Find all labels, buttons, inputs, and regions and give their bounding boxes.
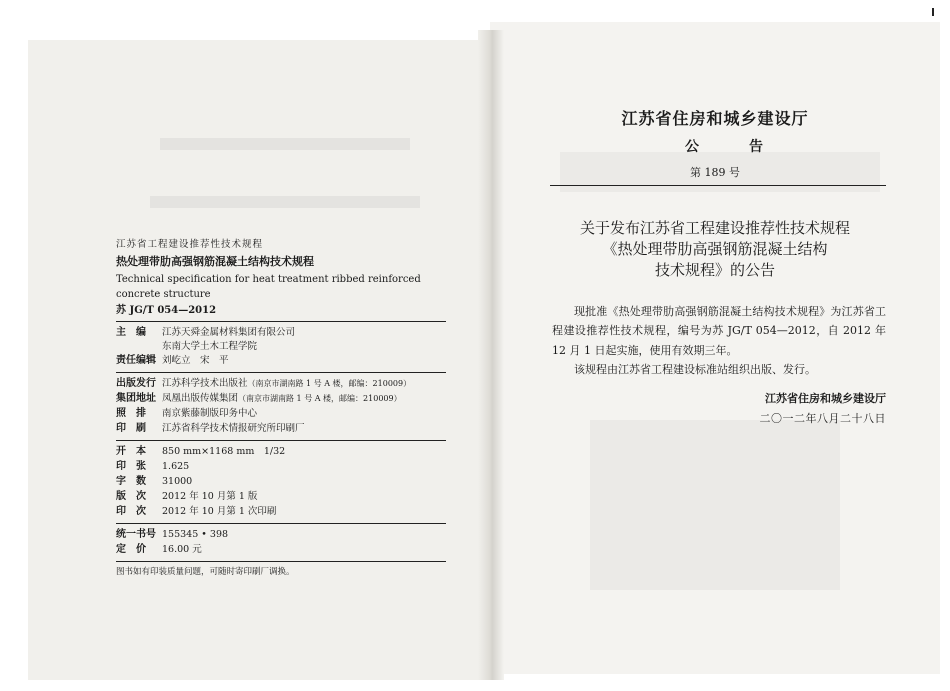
divider (116, 372, 446, 373)
bleed-through-block (590, 420, 840, 590)
row-address: （南京市湖南路 1 号 A 楼，邮编：210009） (238, 393, 402, 403)
row-value: 850 mm×1168 mm 1/32 (162, 445, 286, 457)
body-paragraph-2: 该规程由江苏省工程建设标准站组织出版、发行。 (574, 362, 816, 376)
bleed-through-block (150, 196, 420, 208)
row-label: 印 次 (116, 505, 146, 517)
book-title-cn: 热处理带肋高强钢筋混凝土结构技术规程 (116, 254, 314, 268)
divider (116, 321, 446, 322)
body-paragraph-1: 现批准《热处理带肋高强钢筋混凝土结构技术规程》为江苏省工程建设推荐性技术规程，编号为苏 JG/T 054—2012，自 2012 年 12 月 1 日起实施，使用有效期三年。 (552, 305, 886, 357)
impression-row (116, 505, 446, 520)
editor-1: 江苏天舜金属材料集团有限公司 (162, 327, 296, 339)
title-line-2: 《热处理带肋高强钢筋混凝土结构 (602, 240, 828, 258)
publisher-row (116, 377, 446, 392)
book-number-row (116, 528, 446, 543)
standard-number: 苏 JG/T 054—2012 (116, 304, 217, 316)
words-row (116, 475, 446, 490)
row-value: 155345 • 398 (162, 528, 229, 540)
signature-date: 二〇一二年八月二十八日 (759, 412, 886, 425)
divider (116, 523, 446, 524)
announcement-title (520, 218, 910, 281)
editor-2: 东南大学土木工程学院 (162, 340, 258, 352)
notice-heading: 公 告 (685, 139, 781, 155)
bleed-through-block (160, 138, 410, 150)
edition-row (116, 490, 446, 505)
row-value: 16.00 元 (162, 543, 202, 555)
row-value: 江苏科学技术出版社 (162, 377, 248, 389)
row-label: 出版发行 (116, 377, 156, 389)
printing-row (116, 422, 446, 437)
row-label: 责任编辑 (116, 354, 156, 366)
divider (116, 440, 446, 441)
issuing-organization: 江苏省住房和城乡建设厅 (621, 109, 809, 128)
row-value: 31000 (162, 475, 193, 487)
row-label: 主 编 (116, 327, 146, 339)
signature-organization: 江苏省住房和城乡建设厅 (765, 392, 886, 405)
series-name: 江苏省工程建设推荐性技术规程 (116, 239, 264, 250)
sheets-row (116, 460, 446, 475)
row-value: 南京紫藤制版印务中心 (162, 407, 258, 419)
row-value: 凤凰出版传媒集团 (162, 392, 239, 404)
row-value: 江苏省科学技术情报研究所印刷厂 (162, 422, 305, 434)
copyright-block (116, 238, 446, 578)
book-title-en: Technical specification for heat treatment ribbed reinforced concrete structure (116, 273, 421, 300)
row-address: （南京市湖南路 1 号 A 楼，邮编：210009） (247, 378, 412, 388)
row-label: 照 排 (116, 407, 146, 419)
row-label: 统一书号 (116, 528, 156, 540)
row-label: 开 本 (116, 445, 146, 457)
quality-note: 图书如有印装质量问题，可随时寄印刷厂调换。 (116, 566, 295, 577)
issue-number: 第 189 号 (690, 166, 740, 179)
row-value: 2012 年 10 月第 1 版 (162, 490, 258, 502)
row-label: 印 刷 (116, 422, 146, 434)
row-label: 定 价 (116, 543, 146, 555)
scan-edge-mark (932, 8, 934, 16)
header-divider (550, 185, 886, 186)
typesetting-row (116, 407, 446, 422)
group-address-row (116, 392, 446, 407)
title-line-3: 技术规程》的公告 (654, 261, 775, 279)
row-label: 印 张 (116, 460, 146, 472)
responsible-editor-row (116, 354, 446, 369)
divider (116, 561, 446, 562)
row-value: 2012 年 10 月第 1 次印刷 (162, 505, 277, 517)
editors-row (116, 326, 446, 354)
row-label: 字 数 (116, 475, 146, 487)
format-row (116, 445, 446, 460)
row-label: 版 次 (116, 490, 146, 502)
announcement-body (552, 302, 886, 379)
row-label: 集团地址 (116, 392, 156, 404)
row-value: 刘屹立 宋 平 (162, 354, 229, 366)
title-line-1: 关于发布江苏省工程建设推荐性技术规程 (579, 219, 850, 237)
price-row (116, 543, 446, 558)
row-value: 1.625 (162, 460, 190, 472)
